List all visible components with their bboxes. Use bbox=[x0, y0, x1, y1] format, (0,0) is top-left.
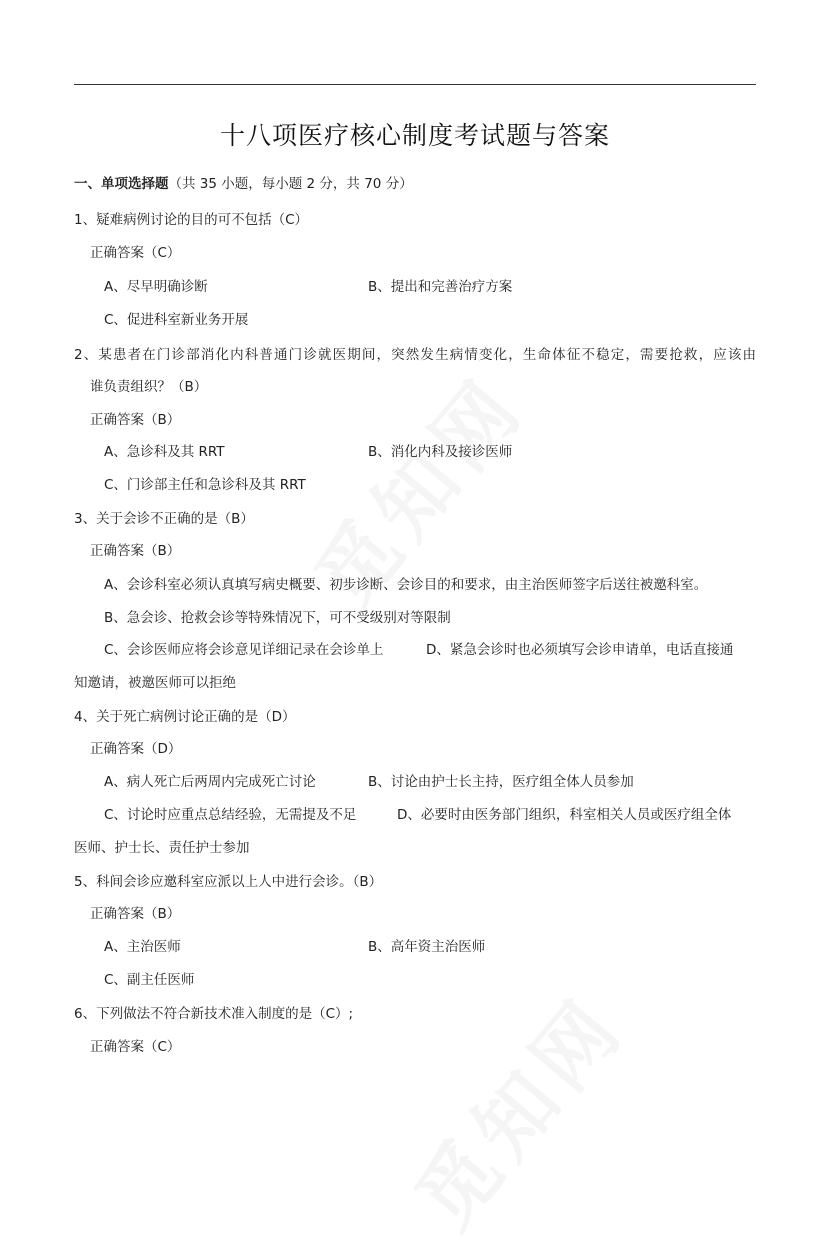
option-b: B、急会诊、抢救会诊等特殊情况下，可不受级别对等限制 bbox=[104, 610, 451, 626]
option-a: A、会诊科室必须认真填写病史概要、初步诊断、会诊目的和要求，由主治医师签字后送往被邀科室。 bbox=[104, 577, 708, 593]
option-c: C、副主任医师 bbox=[104, 972, 195, 988]
option-a: A、尽早明确诊断 bbox=[104, 279, 208, 295]
option-a: A、急诊科及其 RRT bbox=[104, 444, 225, 460]
question-6: 6、下列做法不符合新技术准入制度的是（C）; bbox=[74, 1006, 354, 1022]
option-b: B、讨论由护士长主持，医疗组全体人员参加 bbox=[368, 774, 634, 790]
option-b: B、高年资主治医师 bbox=[368, 939, 486, 955]
question-5: 5、科间会诊应邀科室应派以上人中进行会诊。（B） bbox=[74, 874, 383, 890]
page-title: 十八项医疗核心制度考试题与答案 bbox=[219, 121, 610, 150]
answer-2: 正确答案（B） bbox=[90, 412, 181, 428]
answer-1: 正确答案（C） bbox=[90, 245, 181, 261]
answer-3: 正确答案（B） bbox=[90, 543, 181, 559]
answer-5: 正确答案（B） bbox=[90, 906, 181, 922]
option-c: C、讨论时应重点总结经验，无需提及不足 bbox=[104, 807, 357, 823]
header-rule bbox=[74, 84, 756, 85]
question-4: 4、关于死亡病例讨论正确的是（D） bbox=[74, 709, 296, 725]
watermark bbox=[384, 967, 646, 1248]
option-c: C、促进科室新业务开展 bbox=[104, 312, 249, 328]
option-d: D、紧急会诊时也必须填写会诊申请单，电话直接通 bbox=[426, 642, 734, 658]
answer-6: 正确答案（C） bbox=[90, 1039, 181, 1055]
option-c: C、门诊部主任和急诊科及其 RRT bbox=[104, 477, 306, 493]
option-b: B、提出和完善治疗方案 bbox=[368, 279, 513, 295]
option-d-cont: 医师、护士长、责任护士参加 bbox=[74, 840, 250, 856]
question-2: 2、某患者在门诊部消化内科普通门诊就医期间，突然发生病情变化，生命体征不稳定，需要抢救，应该由 bbox=[74, 347, 756, 363]
answer-4: 正确答案（D） bbox=[90, 741, 182, 757]
question-1: 1、疑难病例讨论的目的可不包括（C） bbox=[74, 212, 309, 228]
question-2-cont: 谁负责组织？（B） bbox=[90, 379, 208, 395]
option-a: A、病人死亡后两周内完成死亡讨论 bbox=[104, 774, 316, 790]
section-note: （共 35 小题，每小题 2 分，共 70 分） bbox=[168, 176, 413, 192]
option-d: D、必要时由医务部门组织，科室相关人员或医疗组全体 bbox=[397, 807, 732, 823]
option-b: B、消化内科及接诊医师 bbox=[368, 444, 513, 460]
option-d-cont: 知邀请，被邀医师可以拒绝 bbox=[74, 675, 236, 691]
option-a: A、主治医师 bbox=[104, 939, 181, 955]
section-label: 一、单项选择题 bbox=[74, 176, 169, 192]
question-3: 3、关于会诊不正确的是（B） bbox=[74, 511, 254, 527]
section-heading bbox=[74, 175, 413, 193]
option-c: C、会诊医师应将会诊意见详细记录在会诊单上 bbox=[104, 642, 384, 658]
